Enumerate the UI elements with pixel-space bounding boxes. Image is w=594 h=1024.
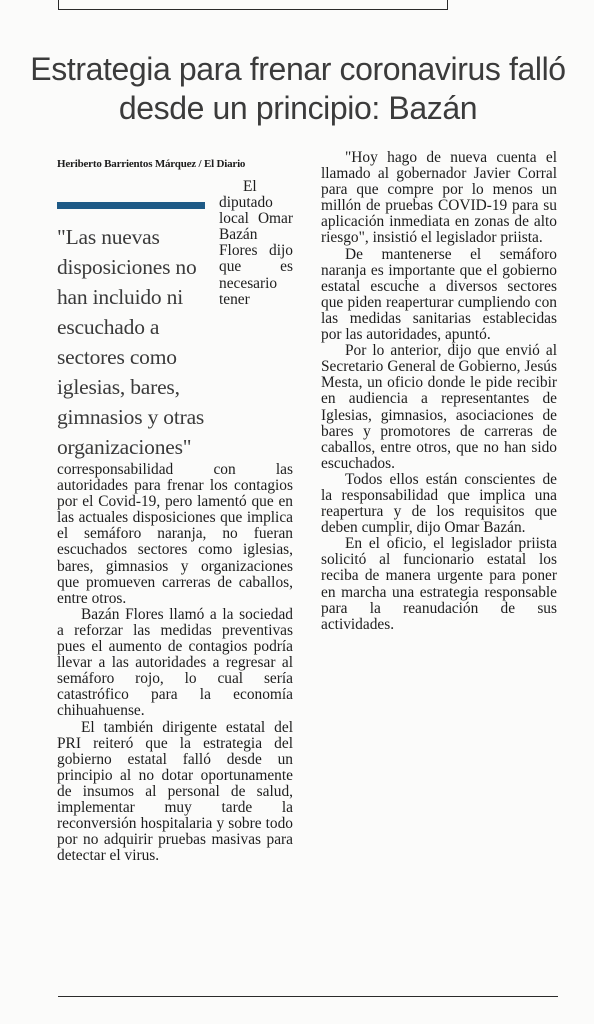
paragraph-2: Bazán Flores llamó a la sociedad a reforzar las medidas preventivas pues el aumento de contagios podría llevar a las autoridades a regresar al semáforo rojo, lo cual sería catastrófico para la economía chihuahuense. (57, 605, 293, 720)
lead-wrap (57, 178, 293, 865)
byline: Heriberto Barrientos Márquez / El Diario (57, 158, 246, 170)
paragraph-8: En el oficio, el legislador priista solicitó al funcionario estatal los reciba de manera urgente para poner en marcha una estrategia responsable para la reanudación de sus actividades. (321, 535, 557, 633)
headline: Estrategia para frenar coronavirus falló desde un principio: Bazán (30, 51, 566, 126)
paragraph-1: El diputado local Omar Bazán Flores dijo que es necesario tener corresponsabilidad con las autoridades para frenar los contagios por el Covid-19, pero lamentó que en las actuales disposiciones que implica el semáforo naranja, no fueran escuchados sectores como iglesias, bares, gimnasios y organizaciones que promueven carreras de caballos, entre otros. (57, 178, 293, 607)
pull-quote-text: "Las nuevas disposiciones no han incluido ni escuchado a sectores como iglesias, bares, gimnasios y otras organizaciones" (57, 225, 205, 459)
paragraph-3: El también dirigente estatal del PRI reiteró que la estrategia del gobierno estatal falló desde un principio al no dotar oportunamente de insumos al personal de salud, implementar muy tarde la reconversión hospitalaria y sobre todo por no adquirir pruebas masivas para detectar el virus. (57, 718, 293, 865)
pull-quote (57, 202, 205, 462)
paragraph-7: Todos ellos están conscientes de la responsabilidad que implica una reapertura y de los requisitos que deben cumplir, dijo Omar Bazán. (321, 470, 557, 537)
paragraph-6: Por lo anterior, dijo que envió al Secretario General de Gobierno, Jesús Mesta, un oficio donde le pide recibir en audiencia a representantes de Iglesias, gimnasios, asociaciones de bares y promotores de carreras de caballos, entre otros, que no han sido escuchados. (321, 342, 557, 472)
bottom-rule (58, 996, 558, 997)
column-right (321, 150, 557, 633)
paragraph-4: "Hoy hago de nueva cuenta el llamado al gobernador Javier Corral para que compre por lo menos un millón de pruebas COVID-19 para su aplicación inmediata en zonas de alto riesgo", insistió el legislador priista. (321, 149, 557, 247)
column-left (57, 150, 293, 865)
top-box-border (58, 0, 448, 10)
paragraph-5: De mantenerse el semáforo naranja es importante que el gobierno estatal escuche a diversos sectores que piden reaperturar cumpliendo con las medidas sanitarias establecidas por las autoridades, apuntó. (321, 245, 557, 344)
